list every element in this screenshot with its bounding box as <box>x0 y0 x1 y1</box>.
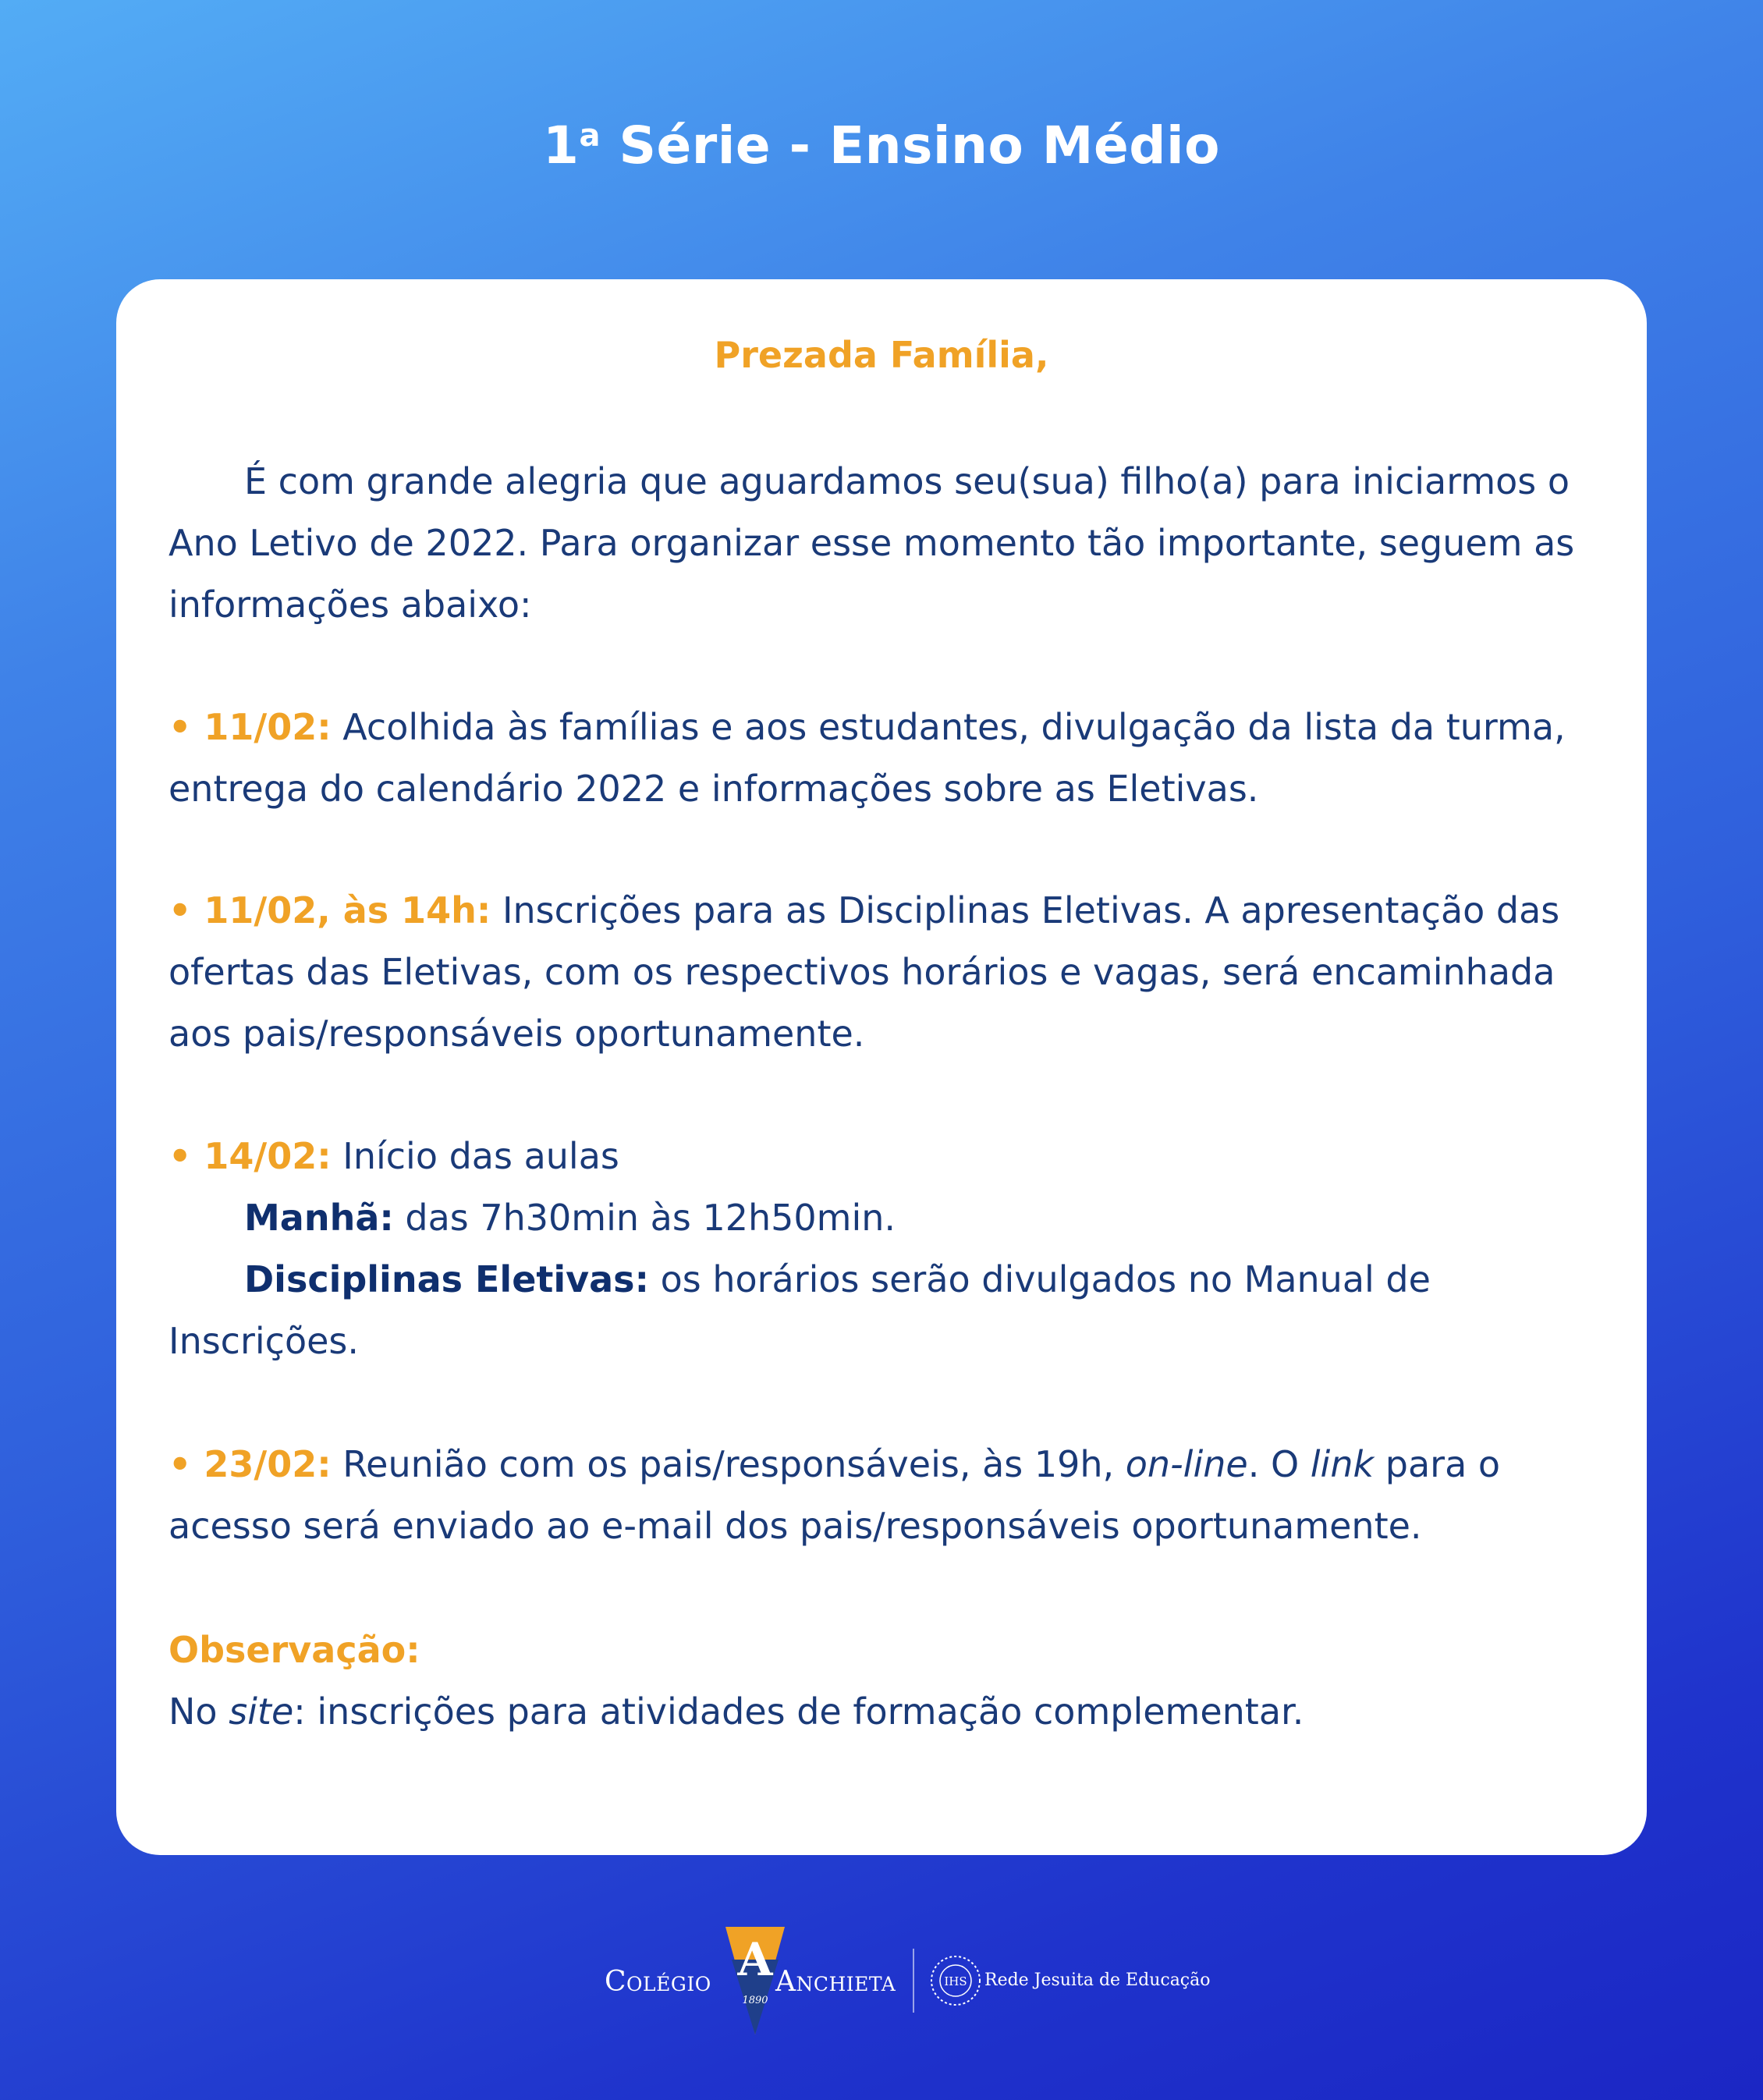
electives-text: os horários serão divulgados no Manual de Inscrições. <box>168 1258 1431 1362</box>
schedule-item-1 <box>168 697 1600 820</box>
logo-year: 1890 <box>742 1995 768 2006</box>
logo-right-text: Anchieta <box>775 1966 896 1998</box>
morning-text: das 7h30min às 12h50min. <box>393 1197 896 1239</box>
footer <box>0 1925 1763 2050</box>
footer-divider <box>913 1949 914 2013</box>
item-text: Inscrições para as Disciplinas Eletivas. A apresentação das ofertas das Eletivas, com os respectivos horários e vagas, será encaminhada aos pais/responsáveis oportunamente. <box>168 889 1560 1055</box>
morning-schedule <box>168 1187 1600 1249</box>
page-title <box>0 115 1763 176</box>
observation-text-b: : inscrições para atividades de formação complementar. <box>293 1690 1304 1733</box>
title-ordinal: a <box>579 118 601 154</box>
item-date: • 11/02, às 14h: <box>168 889 491 931</box>
schedule-item-2 <box>168 880 1600 1065</box>
item-text-c: para o acesso será enviado ao e-mail dos pais/responsáveis oportunamente. <box>168 1443 1501 1547</box>
logo-left-text: Colégio <box>605 1966 711 1998</box>
info-card <box>116 279 1647 1855</box>
title-text: Série - Ensino Médio <box>600 115 1220 176</box>
electives-label: Disciplinas Eletivas: <box>244 1258 649 1300</box>
title-number: 1 <box>543 115 580 176</box>
item-text: Acolhida às famílias e aos estudantes, divulgação da lista da turma, entrega do calendário 2022 e informações sobre as Eletivas. <box>168 706 1566 810</box>
item-text: Início das aulas <box>331 1135 619 1177</box>
schedule-item-3 <box>168 1126 1600 1372</box>
item-text-online: on-line <box>1125 1443 1248 1485</box>
item-date: • 11/02: <box>168 706 332 748</box>
item-date: • 14/02: <box>168 1135 332 1177</box>
intro-paragraph: É com grande alegria que aguardamos seu(sua) filho(a) para iniciarmos o Ano Letivo de 2022. Para organizar esse momento tão importante, seguem as informações abaixo: <box>168 460 1575 626</box>
item-text-link: link <box>1310 1443 1375 1485</box>
electives-note <box>168 1249 1600 1372</box>
observation-label: Observação: <box>168 1629 420 1671</box>
observation-text-a: No <box>168 1690 229 1733</box>
item-date: • 23/02: <box>168 1443 332 1485</box>
observation <box>168 1619 1600 1743</box>
observation-text-site: site <box>229 1690 294 1733</box>
item-text-b: . O <box>1247 1443 1311 1485</box>
jesuit-seal-icon <box>928 1953 983 2008</box>
item-text-a: Reunião com os pais/responsáveis, às 19h, <box>331 1443 1126 1485</box>
network-name: Rede Jesuita de Educação <box>984 1971 1211 1990</box>
morning-label: Manhã: <box>244 1197 394 1239</box>
logo-letter: A <box>737 1933 773 1986</box>
greeting: Prezada Família, <box>714 334 1049 376</box>
schedule-item-4 <box>168 1434 1600 1557</box>
seal-text: IHS <box>944 1974 967 1988</box>
